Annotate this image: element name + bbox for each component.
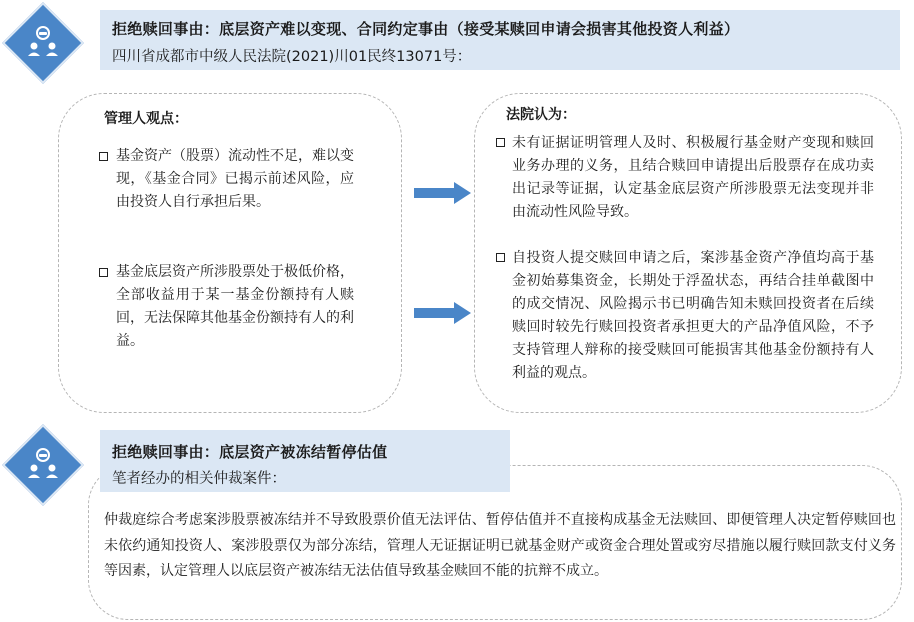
user-group-icon — [23, 444, 63, 484]
manager-bullet-1-icon — [99, 152, 108, 161]
section2-title: 拒绝赎回事由：底层资产被冻结暂停估值 — [112, 443, 388, 461]
manager-view-item-1: 基金资产（股票）流动性不足，难以变现，《基金合同》已揭示前述风险，应由投资人自行承担后果。 — [116, 148, 354, 210]
user-group-icon — [23, 22, 63, 62]
right-arrow-icon — [414, 182, 472, 204]
court-view-title: 法院认为： — [506, 107, 576, 123]
manager-view-item-2: 基金底层资产所涉股票处于极低价格，全部收益用于某一基金份额持有人赎回，无法保障其他基金份额持有人的利益。 — [116, 264, 354, 349]
court-bullet-2-icon — [496, 253, 505, 262]
right-arrow-icon — [414, 302, 472, 324]
court-view-item-1: 未有证据证明管理人及时、积极履行基金财产变现和赎回业务办理的义务，且结合赎回申请提出后股票存在成功卖出记录等证据，认定基金底层资产所涉股票无法变现并非由流动性风险导致。 — [512, 135, 874, 220]
manager-view-title: 管理人观点： — [104, 111, 188, 127]
manager-bullet-2-icon — [99, 268, 108, 277]
section1-case-number: 四川省成都市中级人民法院(2021)川01民终13071号： — [112, 49, 472, 65]
manager-view-panel — [58, 93, 402, 413]
section2-icon-badge — [0, 420, 88, 510]
section1-icon-badge — [0, 0, 88, 88]
section1-title: 拒绝赎回事由：底层资产难以变现、合同约定事由（接受某赎回申请会损害其他投资人利益） — [112, 20, 740, 38]
arbitration-case-text: 仲裁庭综合考虑案涉股票被冻结并不导致股票价值无法评估、暂停估值并不直接构成基金无法赎回、即便管理人决定暂停赎回也未依约通知投资人、案涉股票仅为部分冻结，管理人无证据证明已就基金财产或资金合理处置或穷尽措施以履行赎回款支付义务等因素，认定管理人以底层资产被冻结无法估值导致基金赎回不能的抗辩不成立。 — [104, 512, 896, 579]
section2-subtitle: 笔者经办的相关仲裁案件： — [112, 471, 286, 487]
court-bullet-1-icon — [496, 138, 505, 147]
court-view-item-2: 自投资人提交赎回申请之后，案涉基金资产净值均高于基金初始募集资金，长期处于浮盈状态，再结合挂单截图中的成交情况、风险揭示书已明确告知未赎回投资者在后续赎回时较先行赎回投资者承担更大的产品净值风险，不予支持管理人辩称的接受赎回可能损害其他基金份额持有人利益的观点。 — [512, 250, 874, 381]
